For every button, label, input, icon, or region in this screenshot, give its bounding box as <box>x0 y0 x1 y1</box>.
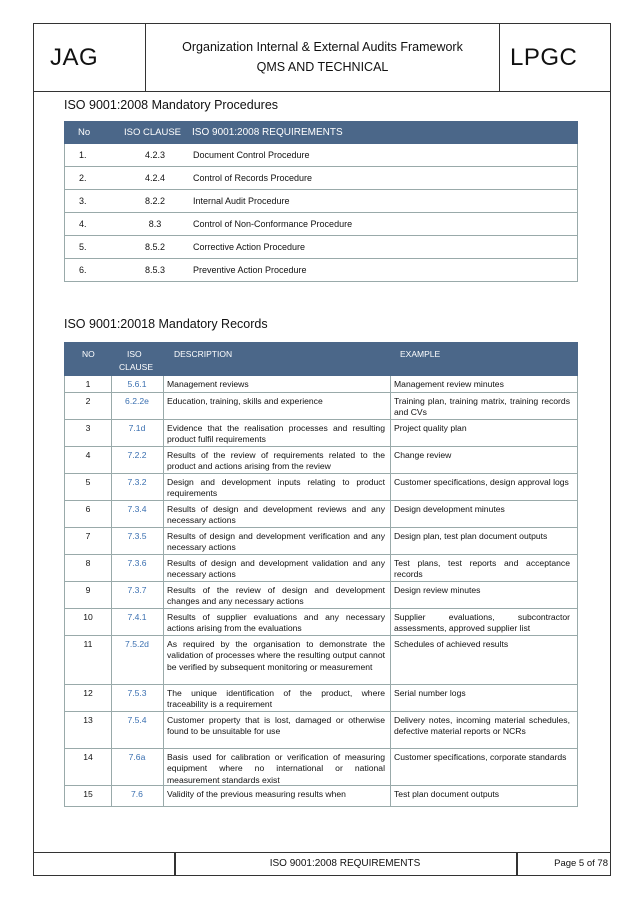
column-divider <box>390 393 391 419</box>
records-cell-clause: 7.5.3 <box>127 688 147 698</box>
records-cell-clause: 7.3.4 <box>127 504 147 514</box>
procedures-cell-no: 1. <box>79 150 87 160</box>
records-cell-clause: 7.3.7 <box>127 585 147 595</box>
procedures-row <box>64 144 578 167</box>
records-cell-example: Test plans, test reports and acceptance records <box>394 558 570 580</box>
column-divider <box>390 501 391 527</box>
records-cell-clause: 5.6.1 <box>127 379 147 389</box>
records-cell-example: Customer specifications, design approval logs <box>394 477 569 487</box>
records-cell-clause: 7.5.4 <box>127 715 147 725</box>
column-divider <box>163 609 164 635</box>
records-row <box>64 712 578 749</box>
records-cell-no: 3 <box>85 423 91 433</box>
procedures-row <box>64 259 578 282</box>
records-header-example: EXAMPLE <box>400 349 441 359</box>
records-cell-description: Evidence that the realisation processes and resulting product fulfil requirements <box>167 423 385 445</box>
procedures-cell-clause: 8.2.2 <box>144 196 166 206</box>
procedures-cell-requirement: Internal Audit Procedure <box>193 196 290 206</box>
records-cell-clause: 7.4.1 <box>127 612 147 622</box>
records-cell-example: Training plan, training matrix, training records and CVs <box>394 396 570 418</box>
column-divider <box>163 528 164 554</box>
records-cell-clause: 7.3.5 <box>127 531 147 541</box>
records-table-header <box>64 342 578 376</box>
records-cell-no: 1 <box>85 379 91 389</box>
column-divider <box>163 636 164 684</box>
procedures-row <box>64 167 578 190</box>
records-row <box>64 582 578 609</box>
records-cell-example: Schedules of achieved results <box>394 639 509 649</box>
records-row <box>64 749 578 786</box>
procedures-cell-no: 6. <box>79 265 87 275</box>
procedures-row <box>64 236 578 259</box>
procedures-cell-requirement: Control of Records Procedure <box>193 173 313 183</box>
records-cell-no: 10 <box>83 612 93 622</box>
records-cell-example: Project quality plan <box>394 423 467 433</box>
records-cell-no: 11 <box>83 639 93 649</box>
records-cell-description: Results of the review of requirements related to the product and actions arising from the review <box>167 450 385 472</box>
records-row <box>64 393 578 420</box>
header-title-line1: Organization Internal & External Audits Framework <box>182 40 463 54</box>
column-divider <box>390 609 391 635</box>
records-cell-no: 15 <box>83 789 93 799</box>
column-divider <box>163 447 164 473</box>
procedures-table-body <box>64 144 578 282</box>
column-divider <box>390 636 391 684</box>
records-cell-example: Customer specifications, corporate standards <box>394 752 567 762</box>
records-cell-no: 2 <box>85 396 91 406</box>
records-cell-description: Results of the review of design and development changes and any necessary actions <box>167 585 385 607</box>
column-divider <box>390 786 391 806</box>
records-row <box>64 501 578 528</box>
procedures-cell-no: 4. <box>79 219 87 229</box>
procedures-cell-no: 2. <box>79 173 87 183</box>
records-row <box>64 636 578 685</box>
records-row <box>64 376 578 393</box>
header-right-cell <box>500 24 610 91</box>
records-cell-no: 5 <box>85 477 91 487</box>
footer-divider <box>516 853 518 875</box>
records-cell-no: 8 <box>85 558 91 568</box>
column-divider <box>163 685 164 711</box>
column-divider <box>163 555 164 581</box>
column-divider <box>163 501 164 527</box>
procedures-cell-clause: 8.3 <box>148 219 162 229</box>
procedures-section-title: ISO 9001:2008 Mandatory Procedures <box>64 98 279 112</box>
records-cell-no: 12 <box>83 688 93 698</box>
column-divider <box>390 685 391 711</box>
procedures-cell-requirement: Preventive Action Procedure <box>193 265 307 275</box>
records-cell-clause: 7.5.2d <box>125 639 149 649</box>
procedures-header-clause: ISO CLAUSE <box>124 127 182 138</box>
records-cell-description: Results of design and development verification and any necessary actions <box>167 531 385 553</box>
records-cell-no: 4 <box>85 450 91 460</box>
records-row <box>64 528 578 555</box>
procedures-cell-requirement: Corrective Action Procedure <box>193 242 306 252</box>
procedures-cell-clause: 8.5.2 <box>144 242 166 252</box>
records-cell-clause: 7.2.2 <box>127 450 147 460</box>
procedures-table <box>64 121 578 282</box>
column-divider <box>390 555 391 581</box>
procedures-header-no: No <box>78 127 91 138</box>
procedures-cell-clause: 4.2.4 <box>144 173 166 183</box>
records-cell-example: Serial number logs <box>394 688 466 698</box>
column-divider <box>390 474 391 500</box>
column-divider <box>390 749 391 785</box>
procedures-cell-clause: 8.5.3 <box>144 265 166 275</box>
records-cell-example: Design review minutes <box>394 585 481 595</box>
records-header-no: NO <box>82 349 95 359</box>
page-footer <box>34 852 610 875</box>
column-divider <box>163 393 164 419</box>
records-cell-description: Design and development inputs relating to product requirements <box>167 477 385 499</box>
records-cell-clause: 7.3.6 <box>127 558 147 568</box>
column-divider <box>163 420 164 446</box>
column-divider <box>390 447 391 473</box>
records-cell-description: Validity of the previous measuring results when <box>167 789 346 799</box>
procedures-row <box>64 190 578 213</box>
column-divider <box>390 528 391 554</box>
records-header-clause-line1: ISO <box>127 349 142 359</box>
procedures-table-header <box>64 121 578 144</box>
right-brand: LPGC <box>510 44 578 71</box>
header-title-line2: QMS AND TECHNICAL <box>256 60 389 74</box>
records-cell-description: Management reviews <box>167 379 249 389</box>
records-cell-clause: 7.6 <box>131 789 143 799</box>
records-cell-description: Results of supplier evaluations and any necessary actions arising from the evaluations <box>167 612 385 634</box>
records-cell-example: Change review <box>394 450 452 460</box>
column-divider <box>163 376 164 392</box>
page-header <box>34 24 610 92</box>
column-divider <box>163 749 164 785</box>
records-cell-example: Design plan, test plan document outputs <box>394 531 548 541</box>
records-row <box>64 786 578 807</box>
left-brand: JAG <box>50 44 99 71</box>
records-cell-no: 7 <box>85 531 91 541</box>
records-cell-description: Results of design and development reviews and any necessary actions <box>167 504 385 526</box>
procedures-cell-clause: 4.2.3 <box>144 150 166 160</box>
procedures-cell-no: 5. <box>79 242 87 252</box>
page-number: Page 5 of 78 <box>554 858 608 869</box>
records-cell-description: Customer property that is lost, damaged or otherwise found to be unsuitable for use <box>167 715 385 737</box>
records-cell-clause: 7.6a <box>128 752 146 762</box>
procedures-row <box>64 213 578 236</box>
column-divider <box>390 420 391 446</box>
records-cell-description: Results of design and development validation and any necessary actions <box>167 558 385 580</box>
records-cell-clause: 7.1d <box>128 423 146 433</box>
records-row <box>64 447 578 474</box>
records-header-clause-line2: CLAUSE <box>119 362 154 372</box>
header-left-cell <box>34 24 146 91</box>
records-cell-no: 6 <box>85 504 91 514</box>
records-cell-description: Education, training, skills and experience <box>167 396 323 406</box>
procedures-cell-requirement: Control of Non-Conformance Procedure <box>193 219 353 229</box>
records-cell-no: 9 <box>85 585 91 595</box>
column-divider <box>390 582 391 608</box>
column-divider <box>390 712 391 748</box>
records-cell-no: 14 <box>83 752 93 762</box>
records-cell-description: Basis used for calibration or verification of measuring equipment where no international or national measurement standards exist <box>167 752 385 785</box>
records-cell-clause: 6.2.2e <box>125 396 149 406</box>
procedures-header-requirements: ISO 9001:2008 REQUIREMENTS <box>192 127 343 138</box>
records-cell-example: Management review minutes <box>394 379 504 389</box>
header-title-cell <box>146 24 500 91</box>
document-page <box>33 23 611 876</box>
records-header-description: DESCRIPTION <box>174 349 233 359</box>
procedures-cell-requirement: Document Control Procedure <box>193 150 310 160</box>
records-table-body <box>64 376 578 807</box>
records-cell-description: As required by the organisation to demonstrate the validation of processes where the resulting output cannot be verified by subsequent monitoring or measurement <box>167 639 385 672</box>
records-cell-example: Supplier evaluations, subcontractor assessments, approved supplier list <box>394 612 570 634</box>
column-divider <box>163 712 164 748</box>
records-cell-example: Design development minutes <box>394 504 505 514</box>
records-row <box>64 420 578 447</box>
records-cell-clause: 7.3.2 <box>127 477 147 487</box>
records-cell-example: Delivery notes, incoming material schedules, defective material reports or NCRs <box>394 715 570 737</box>
column-divider <box>163 474 164 500</box>
records-section-title: ISO 9001:20018 Mandatory Records <box>64 317 268 331</box>
records-row <box>64 609 578 636</box>
column-divider <box>163 582 164 608</box>
procedures-cell-no: 3. <box>79 196 87 206</box>
records-row <box>64 555 578 582</box>
records-table <box>64 342 578 807</box>
records-row <box>64 685 578 712</box>
records-cell-description: The unique identification of the product, where traceability is a requirement <box>167 688 385 710</box>
records-cell-no: 13 <box>83 715 93 725</box>
records-row <box>64 474 578 501</box>
records-cell-example: Test plan document outputs <box>394 789 500 799</box>
column-divider <box>390 376 391 392</box>
footer-title: ISO 9001:2008 REQUIREMENTS <box>269 858 421 869</box>
column-divider <box>163 786 164 806</box>
